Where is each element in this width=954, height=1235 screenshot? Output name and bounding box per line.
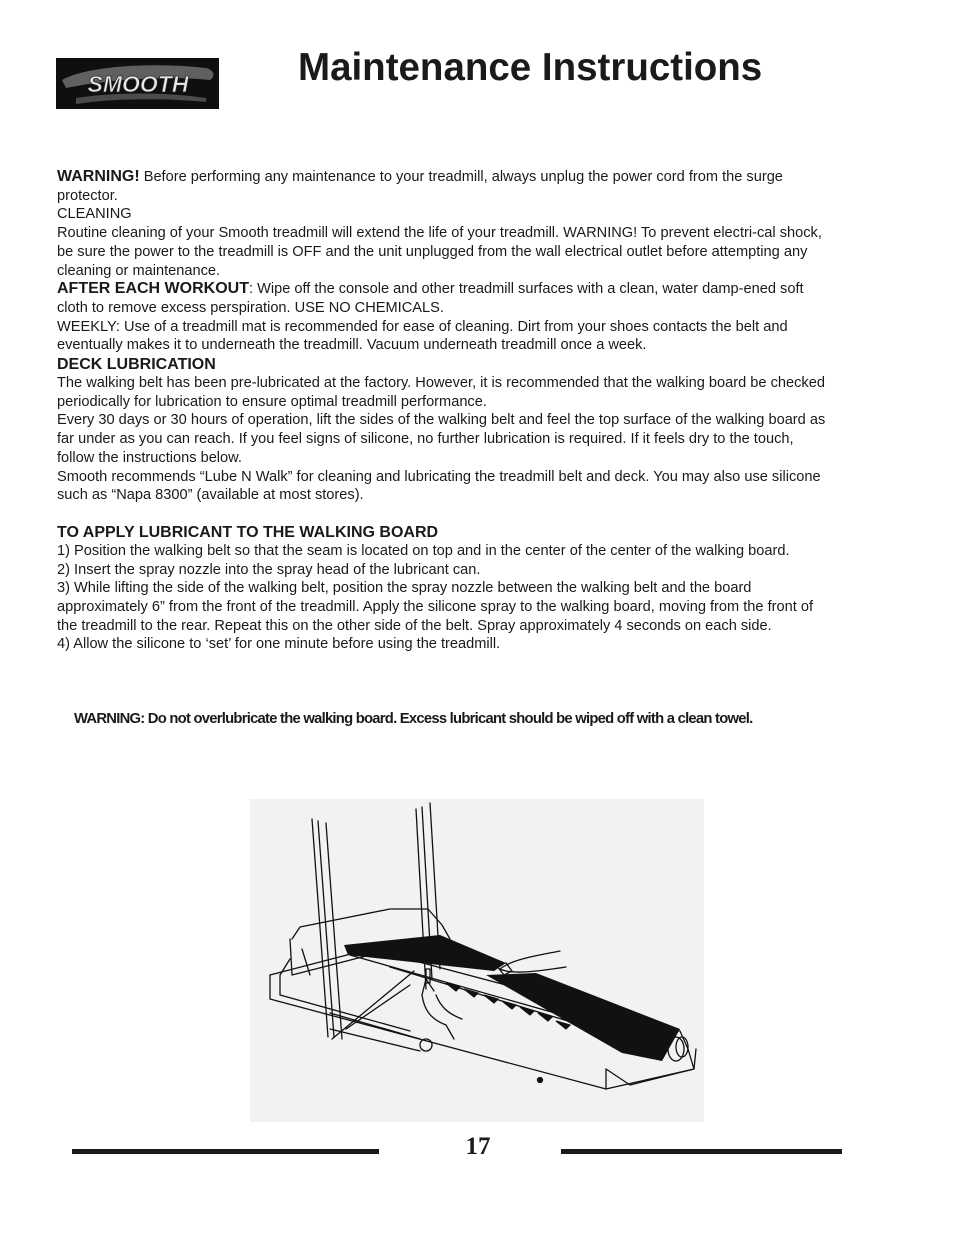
warning-paragraph (57, 168, 829, 205)
page-number: 17 (465, 1133, 491, 1160)
deck-lubrication-paragraph: The walking belt has been pre-lubricated at the factory. However, it is recommended that the walking board be checked periodically for lubrication to ensure optimal treadmill performance. (57, 375, 825, 410)
smooth-logo-graphic (56, 58, 219, 109)
warning-text: Before performing any maintenance to your treadmill, always unplug the power cord from the surge protector. (57, 169, 783, 204)
logo-text: SMOOTH (87, 71, 189, 97)
weekly-text: WEEKLY: Use of a treadmill mat is recommended for ease of cleaning. Dirt from your shoes contacts the belt and eventually makes it to underneath the treadmill. Vacuum underneath treadmill once a week. (57, 318, 788, 354)
after-workout-label: AFTER EACH WORKOUT (57, 280, 249, 298)
cleaning-heading: CLEANING (57, 206, 132, 223)
brand-logo (56, 58, 219, 109)
spacer (57, 505, 829, 523)
apply-lubricant-heading: TO APPLY LUBRICANT TO THE WALKING BOARD (57, 523, 439, 541)
deck-lubrication-heading: DECK LUBRICATION (57, 356, 216, 374)
after-workout-text: : Wipe off the console and other treadmill surfaces with a clean, water damp-ened soft cloth to remove excess perspiration. USE NO CHEMICALS. (57, 281, 804, 316)
deck-lubrication-paragraph: Every 30 days or 30 hours of operation, lift the sides of the walking belt and feel the top surface of the walking board as far under as you can reach. If you feel signs of silicone, no further lubrication is required. If it feels dry to the touch, follow the instructions below. (57, 412, 826, 466)
after-workout-paragraph (57, 280, 829, 317)
treadmill-lubrication-illustration (250, 799, 704, 1122)
footer-rule-right (561, 1149, 842, 1154)
footer-rule-left (72, 1149, 379, 1154)
warning-label: WARNING! (57, 168, 140, 185)
deck-lubrication-paragraph: Smooth recommends “Lube N Walk” for cleaning and lubricating the treadmill belt and deck. You may also use silicone such as “Napa 8300” (available at most stores). (57, 468, 821, 504)
instructions-body (57, 168, 829, 654)
page-title: Maintenance Instructions (298, 46, 763, 89)
apply-step: 2) Insert the spray nozzle into the spray head of the lubricant can. (57, 561, 481, 578)
overlubricate-warning: WARNING: Do not overlubricate the walking board. Excess lubricant should be wiped off with a clean towel. (74, 711, 753, 727)
apply-step: 4) Allow the silicone to ‘set’ for one minute before using the treadmill. (57, 636, 501, 653)
apply-step: 3) While lifting the side of the walking belt, position the spray nozzle between the walking belt and the board approximately 6” from the front of the treadmill. Apply the silicone spray to the walking board, moving from the front of the treadmill to the rear. Repeat this on the other side of the belt. Spray approximately 4 seconds on each side. (57, 580, 813, 634)
treadmill-drawing (250, 799, 704, 1122)
cleaning-text: Routine cleaning of your Smooth treadmill will extend the life of your treadmill. WARNING! To prevent electri-cal shock, be sure the power to the treadmill is OFF and the unit unplugged from the wall electrical outlet before attempting any cleaning or maintenance. (57, 225, 822, 279)
apply-step: 1) Position the walking belt so that the seam is located on top and in the center of the center of the walking board. (57, 542, 790, 559)
